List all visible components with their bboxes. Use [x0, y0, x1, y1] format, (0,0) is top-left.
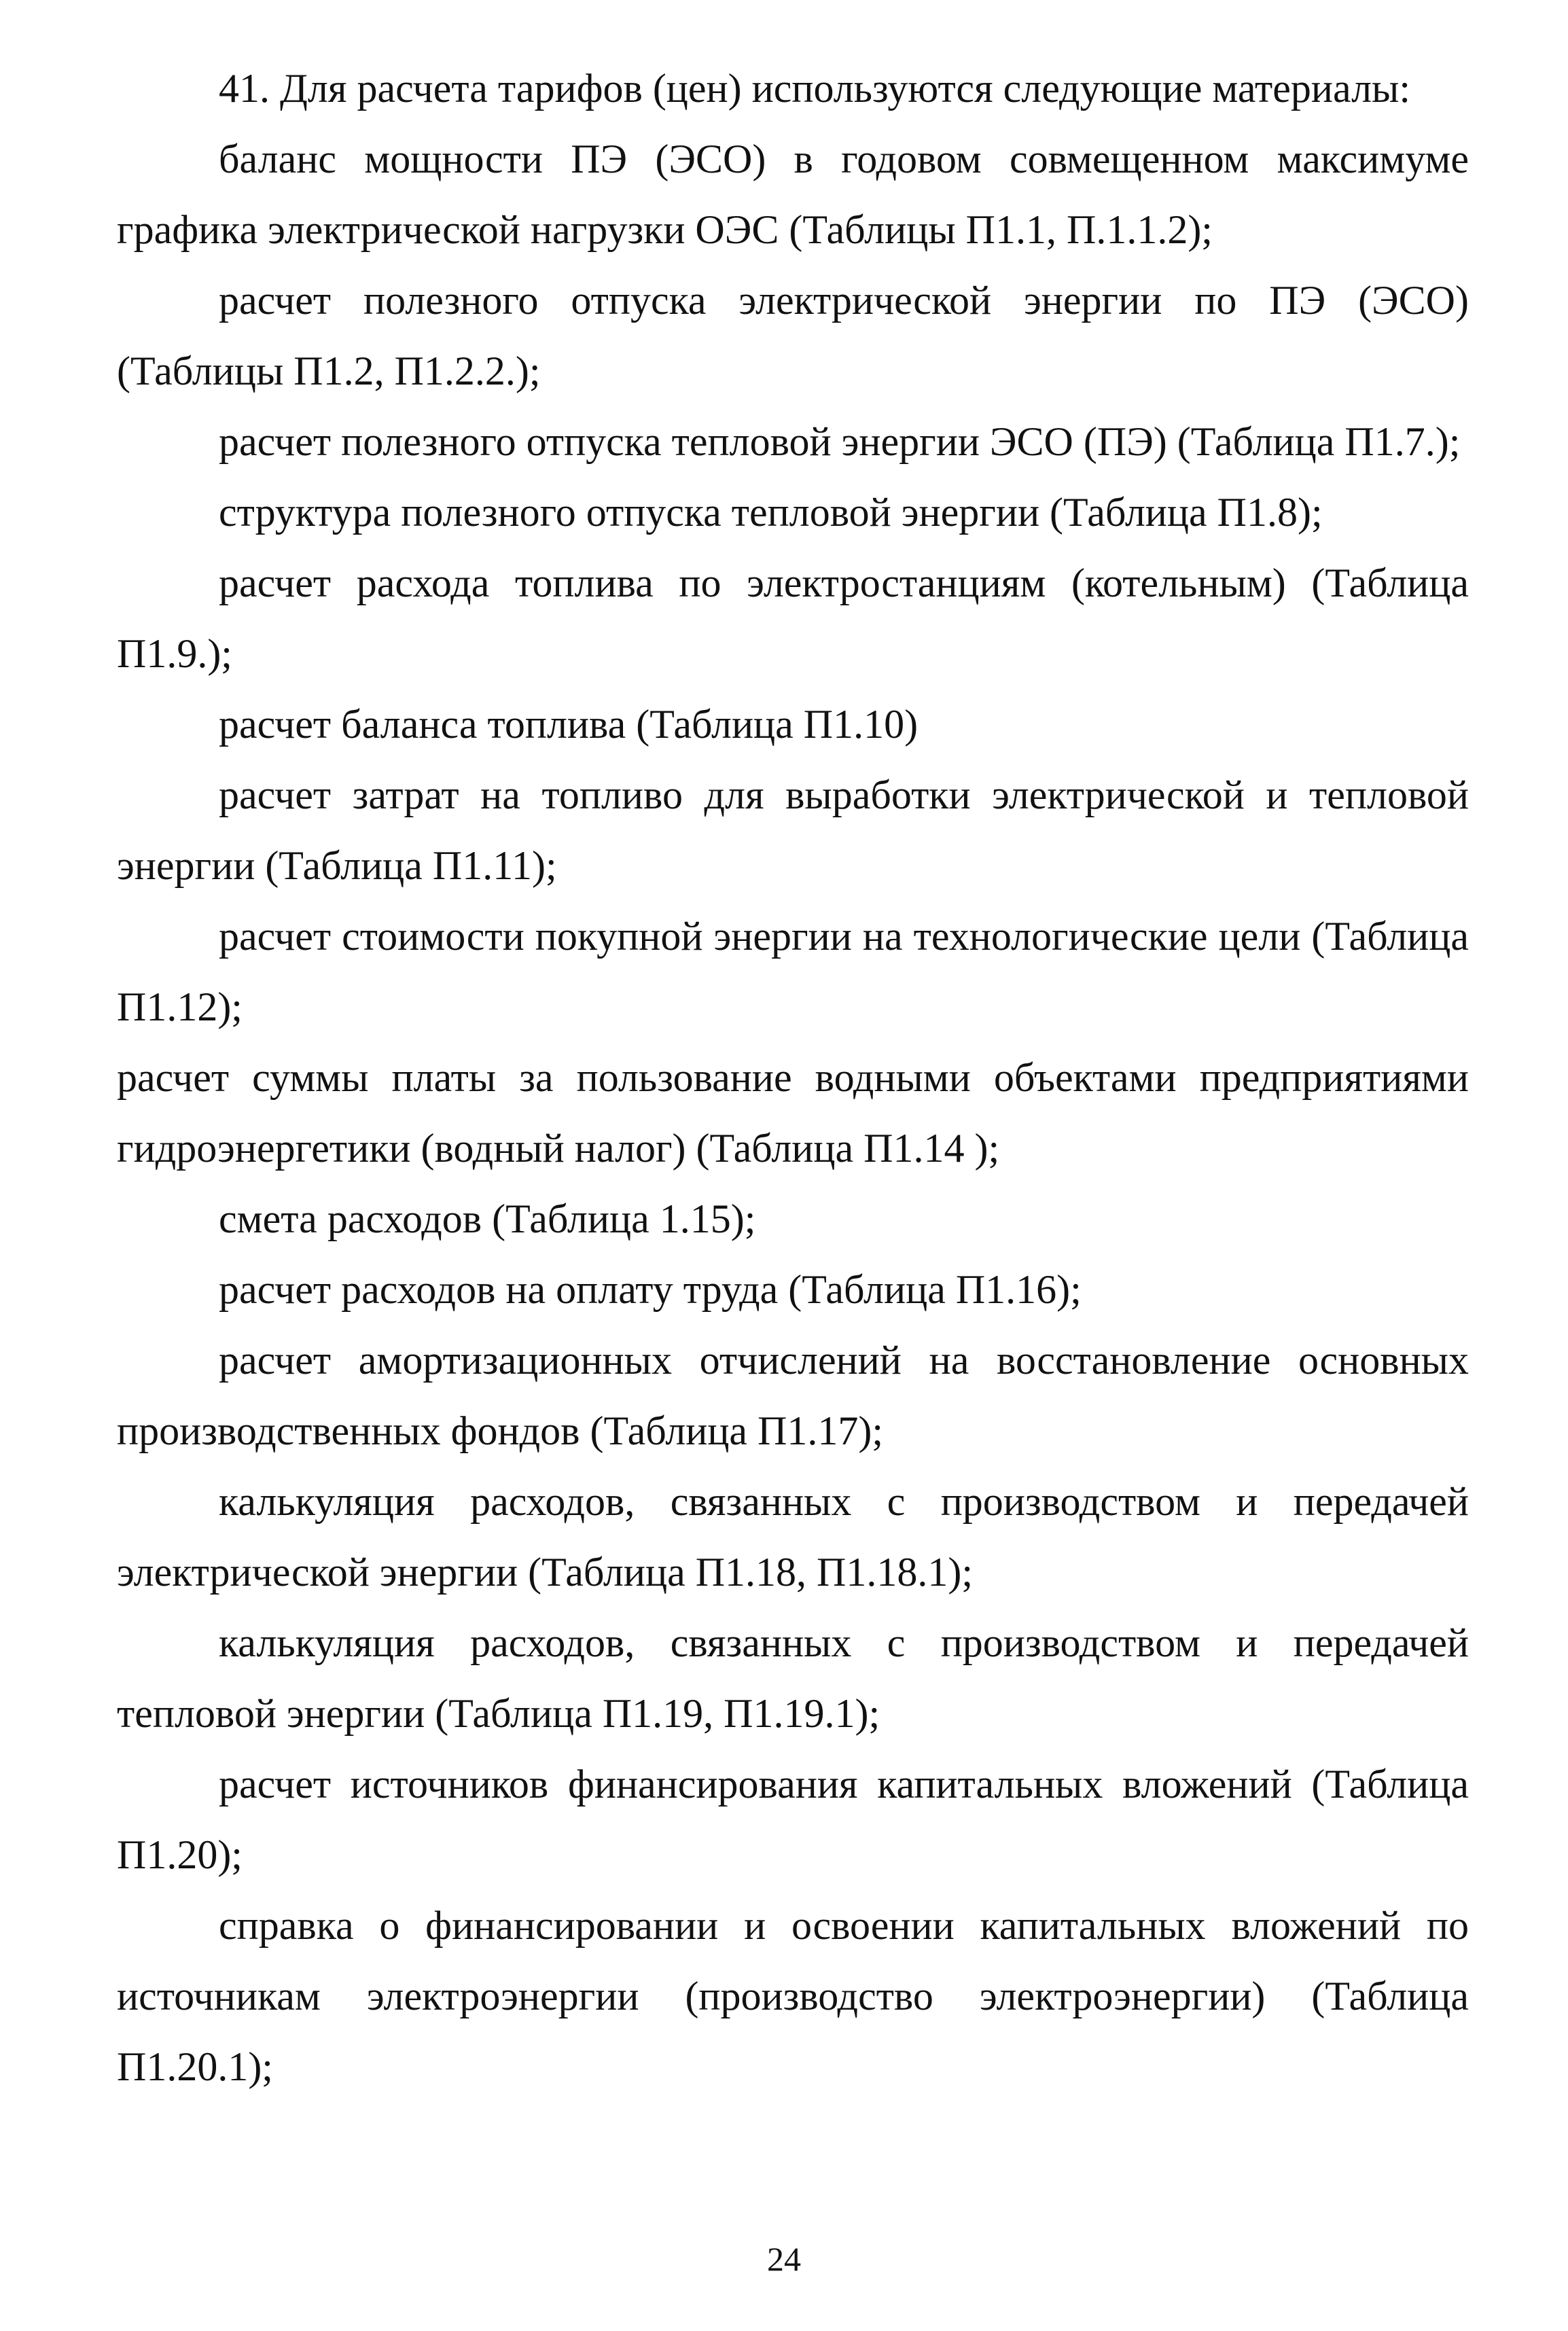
- list-item: расчет суммы платы за пользование водными объектами предприятиями гидроэнергетики (водный налог) (Таблица П1.14 );: [117, 1055, 1469, 1171]
- list-item: справка о финансировании и освоении капитальных вложений по источникам электроэнергии (производство электроэнергии) (Таблица П1.20.1);: [117, 1903, 1469, 2089]
- list-item: расчет расходов на оплату труда (Таблица П1.16);: [219, 1267, 1082, 1312]
- list-item: структура полезного отпуска тепловой энергии (Таблица П1.8);: [219, 490, 1323, 535]
- document-body: [117, 53, 1469, 2102]
- list-item: смета расходов (Таблица 1.15);: [219, 1196, 756, 1241]
- list-item: баланс мощности ПЭ (ЭСО) в годовом совмещенном максимуме графика электрической нагрузки ОЭС (Таблицы П1.1, П.1.1.2);: [117, 137, 1469, 252]
- list-item: расчет затрат на топливо для выработки электрической и тепловой энергии (Таблица П1.11);: [117, 772, 1469, 888]
- list-item: расчет баланса топлива (Таблица П1.10): [219, 702, 919, 747]
- list-item: расчет полезного отпуска электрической энергии по ПЭ (ЭСО) (Таблицы П1.2, П1.2.2.);: [117, 278, 1469, 393]
- page-number: 24: [767, 2240, 801, 2278]
- list-item: расчет источников финансирования капитальных вложений (Таблица П1.20);: [117, 1762, 1469, 1877]
- list-item: калькуляция расходов, связанных с производством и передачей тепловой энергии (Таблица П1.19, П1.19.1);: [117, 1620, 1469, 1736]
- list-item: калькуляция расходов, связанных с производством и передачей электрической энергии (Таблица П1.18, П1.18.1);: [117, 1479, 1469, 1595]
- list-item: расчет полезного отпуска тепловой энергии ЭСО (ПЭ) (Таблица П1.7.);: [219, 419, 1461, 464]
- list-item: расчет стоимости покупной энергии на технологические цели (Таблица П1.12);: [117, 914, 1469, 1029]
- list-item: расчет расхода топлива по электростанциям (котельным) (Таблица П1.9.);: [117, 560, 1469, 676]
- list-item: расчет амортизационных отчислений на восстановление основных производственных фондов (Таблица П1.17);: [117, 1338, 1469, 1453]
- paragraph-intro: 41. Для расчета тарифов (цен) используются следующие материалы:: [219, 66, 1411, 111]
